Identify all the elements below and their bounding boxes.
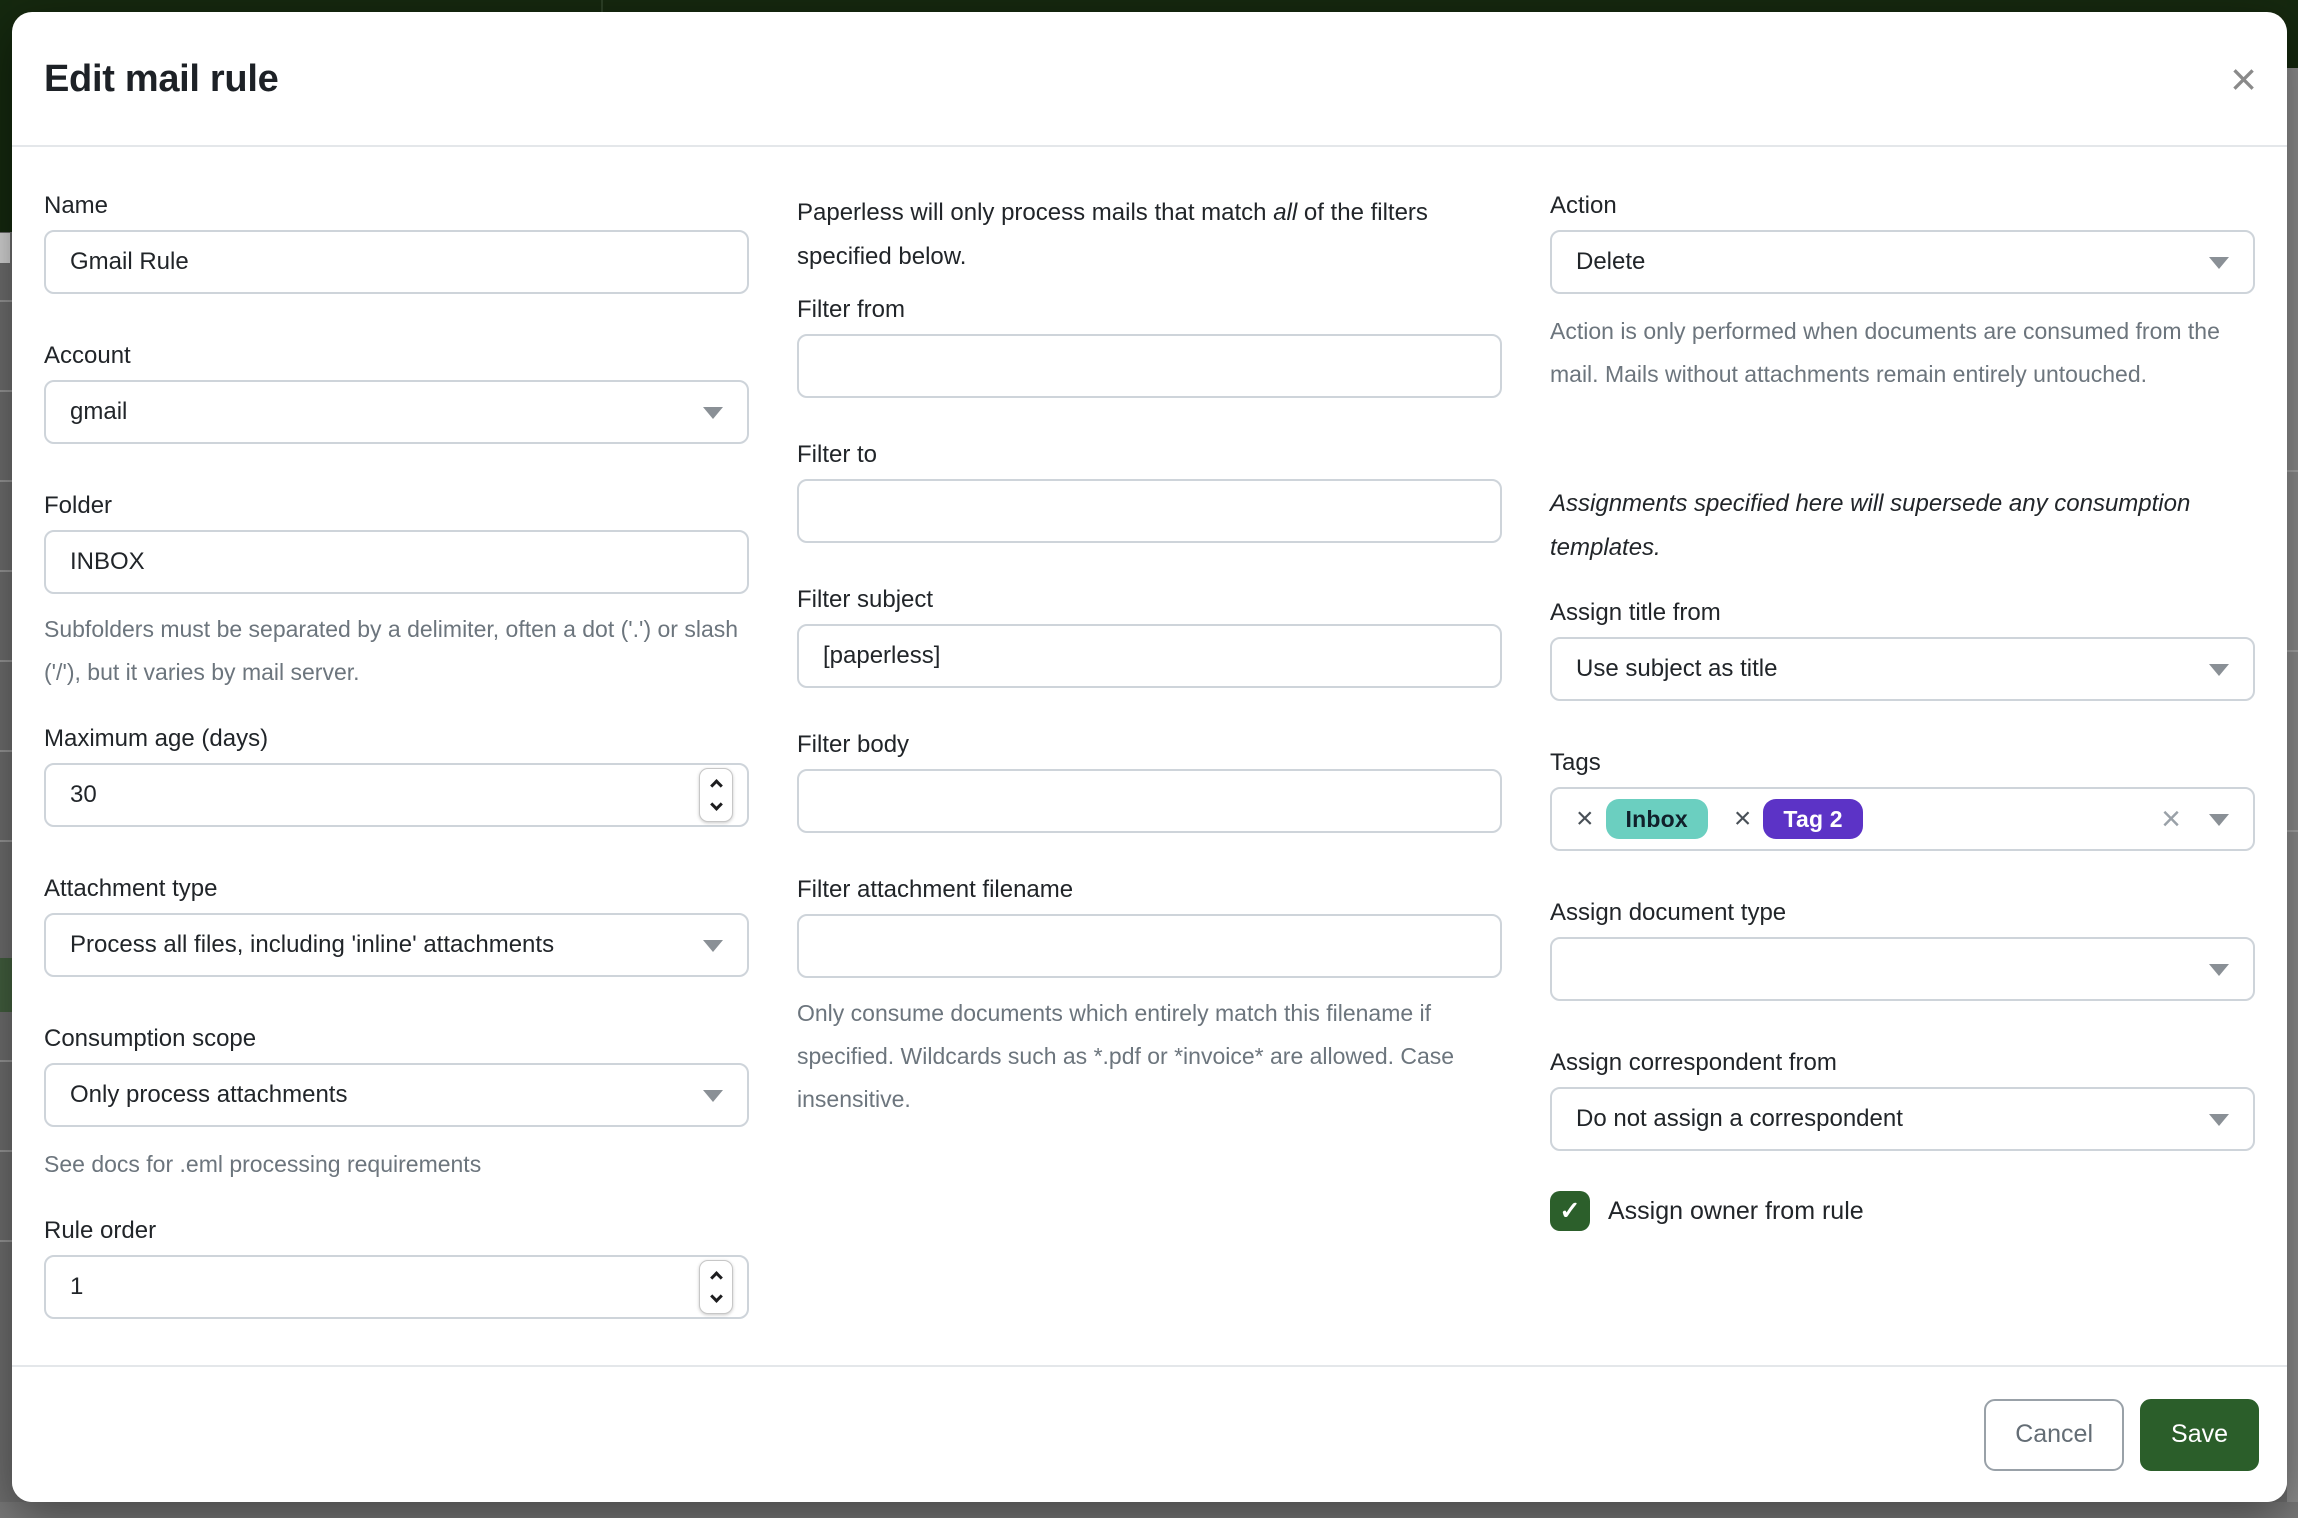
backdrop-row-line — [0, 1240, 12, 1242]
backdrop-left-content-fragment — [0, 233, 10, 263]
backdrop-row-line — [2287, 650, 2298, 652]
field-filter-to — [797, 440, 1502, 543]
field-maximum-age — [44, 724, 749, 827]
rule-order-input[interactable] — [44, 1255, 749, 1319]
filter-to-label: Filter to — [797, 441, 878, 468]
assign-owner-checkbox[interactable] — [1550, 1191, 1590, 1231]
consumption-scope-label: Consumption scope — [44, 1025, 257, 1052]
stepper-down-icon[interactable] — [710, 798, 723, 811]
field-filter-attachment-filename — [797, 875, 1502, 1121]
remove-tag-icon[interactable]: × — [1576, 802, 1594, 835]
account-label: Account — [44, 342, 131, 369]
assign-document-type-label: Assign document type — [1550, 899, 1787, 926]
field-filter-body — [797, 730, 1502, 833]
backdrop-right — [2287, 0, 2298, 1518]
backdrop-row-line — [0, 1150, 12, 1152]
chevron-down-icon — [2209, 964, 2229, 976]
number-stepper[interactable] — [699, 1260, 733, 1314]
number-stepper[interactable] — [699, 768, 733, 822]
consumption-scope-selected-value: Only process attachments — [70, 1081, 348, 1108]
field-account — [44, 341, 749, 444]
attachment-type-select[interactable] — [44, 913, 749, 977]
field-name — [44, 191, 749, 294]
assignments-note: Assignments specified here will supersede any consumption templates. — [1550, 490, 2191, 561]
folder-help-text: Subfolders must be separated by a delimiter, often a dot ('.') or slash ('/'), but it varies by mail server. — [44, 616, 739, 685]
backdrop-row-line — [2287, 470, 2298, 472]
backdrop-row-line — [0, 570, 12, 572]
field-folder — [44, 491, 749, 694]
check-icon: ✓ — [1559, 1197, 1581, 1225]
chevron-down-icon — [2209, 257, 2229, 269]
attachment-type-selected-value: Process all files, including 'inline' attachments — [70, 931, 555, 958]
filter-subject-label: Filter subject — [797, 586, 934, 613]
tag-chip-label: Inbox — [1625, 805, 1688, 832]
action-label: Action — [1550, 192, 1617, 219]
backdrop-bottom — [0, 1502, 2298, 1518]
stepper-down-icon[interactable] — [710, 1290, 723, 1303]
field-attachment-type — [44, 874, 749, 977]
assign-title-from-label: Assign title from — [1550, 599, 1721, 626]
name-label: Name — [44, 192, 109, 219]
column-actions — [1550, 191, 2255, 1366]
chevron-down-icon — [2209, 814, 2229, 826]
stepper-up-icon[interactable] — [710, 779, 723, 792]
field-assign-owner — [1550, 1191, 2255, 1231]
chevron-down-icon — [703, 1090, 723, 1102]
chevron-down-icon — [703, 407, 723, 419]
filter-subject-input[interactable] — [797, 624, 1502, 688]
field-assign-title-from — [1550, 598, 2255, 701]
dialog-footer — [12, 1365, 2287, 1502]
backdrop-left-green-fragment — [0, 958, 12, 1012]
tag-chip — [1763, 799, 1862, 839]
backdrop-row-line — [0, 390, 12, 392]
filter-to-input[interactable] — [797, 479, 1502, 543]
edit-mail-rule-dialog — [12, 12, 2287, 1502]
field-filter-subject — [797, 585, 1502, 688]
field-assign-correspondent-from — [1550, 1048, 2255, 1151]
maximum-age-input[interactable] — [44, 763, 749, 827]
dialog-header — [12, 12, 2287, 147]
action-select[interactable] — [1550, 230, 2255, 294]
filter-from-label: Filter from — [797, 296, 905, 323]
filter-body-label: Filter body — [797, 731, 910, 758]
backdrop-right-header — [2287, 0, 2298, 68]
close-icon[interactable]: × — [2230, 53, 2257, 105]
field-assign-document-type — [1550, 898, 2255, 1001]
filter-body-input[interactable] — [797, 769, 1502, 833]
dialog-body — [12, 147, 2287, 1366]
field-tags — [1550, 748, 2255, 851]
cancel-button[interactable]: Cancel — [1984, 1399, 2124, 1471]
backdrop-row-line — [0, 660, 12, 662]
attachment-type-label: Attachment type — [44, 875, 218, 902]
consumption-scope-select[interactable] — [44, 1063, 749, 1127]
clear-all-icon[interactable]: × — [2161, 800, 2181, 838]
assign-title-from-selected-value: Use subject as title — [1576, 655, 1778, 682]
field-rule-order — [44, 1216, 749, 1319]
filter-attachment-filename-input[interactable] — [797, 914, 1502, 978]
assign-correspondent-from-label: Assign correspondent from — [1550, 1049, 1837, 1076]
filter-attachment-filename-help-text: Only consume documents which entirely match this filename if specified. Wildcards such as *.pdf or *invoice* are allowed. Case insensitive. — [797, 1000, 1455, 1112]
chevron-down-icon — [2209, 1114, 2229, 1126]
account-select[interactable] — [44, 380, 749, 444]
field-filter-from — [797, 295, 1502, 398]
column-general — [44, 191, 749, 1366]
field-action — [1550, 191, 2255, 396]
filters-intro-italic: all — [1273, 199, 1298, 226]
consumption-scope-help-text: See docs for .eml processing requirements — [44, 1151, 482, 1177]
chevron-down-icon — [703, 940, 723, 952]
name-input[interactable] — [44, 230, 749, 294]
assign-owner-label: Assign owner from rule — [1608, 1196, 1864, 1225]
assign-correspondent-from-selected-value: Do not assign a correspondent — [1576, 1105, 1903, 1132]
tag-chip-label: Tag 2 — [1783, 805, 1843, 832]
assign-document-type-select[interactable] — [1550, 937, 2255, 1001]
folder-input[interactable] — [44, 530, 749, 594]
rule-order-label: Rule order — [44, 1217, 157, 1244]
account-selected-value: gmail — [70, 398, 128, 425]
filter-attachment-filename-label: Filter attachment filename — [797, 876, 1074, 903]
stepper-up-icon[interactable] — [710, 1271, 723, 1284]
maximum-age-label: Maximum age (days) — [44, 725, 269, 752]
filters-intro-suffix: of the filters specified below. — [797, 199, 1428, 270]
backdrop-row-line — [2287, 830, 2298, 832]
action-selected-value: Delete — [1576, 248, 1646, 275]
save-button[interactable]: Save — [2140, 1399, 2259, 1471]
backdrop-row-line — [0, 750, 12, 752]
backdrop-row-line — [0, 300, 12, 302]
tag-chip — [1606, 799, 1708, 839]
assign-title-from-select[interactable] — [1550, 637, 2255, 701]
filter-from-input[interactable] — [797, 334, 1502, 398]
backdrop-row-line — [0, 840, 12, 842]
backdrop-row-line — [0, 480, 12, 482]
assign-correspondent-from-select[interactable] — [1550, 1087, 2255, 1151]
page-title: Edit mail rule — [44, 58, 279, 100]
action-help-text: Action is only performed when documents are consumed from the mail. Mails without attachments remain entirely untouched. — [1550, 318, 2220, 387]
column-filters — [797, 191, 1502, 1366]
chevron-down-icon — [2209, 664, 2229, 676]
backdrop-row-line — [0, 1060, 12, 1062]
field-consumption-scope — [44, 1024, 749, 1186]
remove-tag-icon[interactable]: × — [1733, 802, 1752, 835]
folder-label: Folder — [44, 492, 113, 519]
backdrop-left-header — [0, 0, 12, 232]
backdrop-left — [0, 0, 12, 1518]
tags-multiselect[interactable] — [1550, 787, 2255, 851]
filters-intro-prefix: Paperless will only process mails that match — [797, 199, 1274, 226]
tags-label: Tags — [1550, 749, 1601, 776]
filters-intro-text — [797, 191, 1502, 279]
